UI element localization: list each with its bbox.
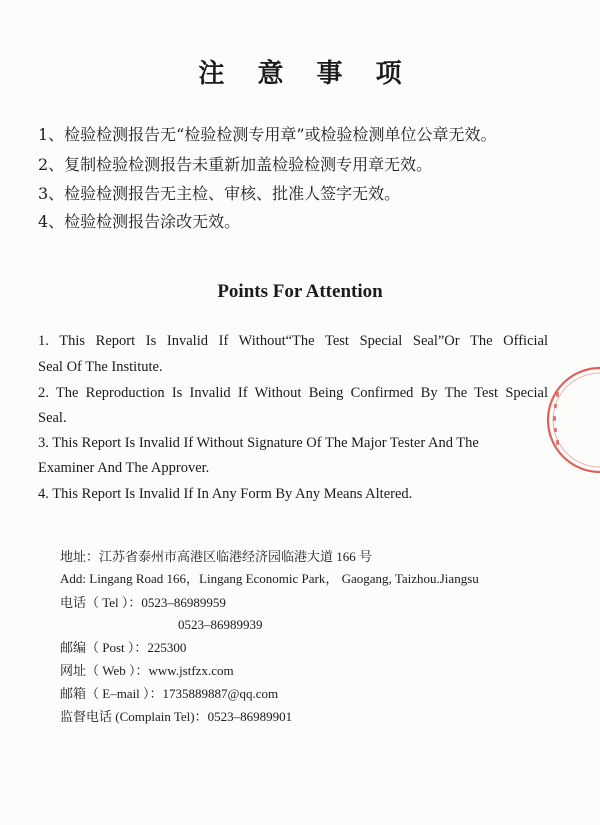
contact-tel: 电话（ Tel ）：0523–86989959 (60, 595, 226, 610)
page-title: 注 意 事 项 (198, 59, 414, 89)
english-heading: Points For Attention (217, 281, 383, 302)
notice-item-cn-4: 4、检验检测报告涂改无效。 (38, 212, 241, 231)
contact-email: 邮箱（ E–mail ）：1735889887@qq.com (60, 686, 279, 701)
notice-item-en-2-line-1: 2. The Reproduction Is Invalid If Without Being Confirmed By The Test Special (38, 385, 548, 401)
contact-address-cn: 地址：江苏省泰州市高港区临港经济园临港大道 166 号 (60, 549, 373, 564)
notice-item-cn-2: 2、复制检验检测报告未重新加盖检验检测专用章无效。 (38, 155, 433, 174)
notice-item-cn-1: 1、检验检测报告无“检验检测专用章”或检验检测单位公章无效。 (38, 125, 497, 144)
notice-item-en-4-line-1: 4. This Report Is Invalid If In Any Form By Any Means Altered. (38, 486, 413, 502)
official-seal-stamp (536, 362, 600, 478)
notice-item-en-3-line-2: Examiner And The Approver. (38, 460, 210, 476)
notice-item-en-1-line-1: 1. This Report Is Invalid If Without“The Test Special Seal”Or The Official (38, 333, 548, 349)
contact-tel-2: 0523–86989939 (178, 617, 263, 632)
contact-post: 邮编（ Post ）：225300 (60, 640, 187, 655)
contact-complain-tel: 监督电话 (Complain Tel)：0523–86989901 (60, 709, 293, 724)
contact-address-en: Add: Lingang Road 166，Lingang Economic Park， Gaogang, Taizhou.Jiangsu (60, 571, 479, 586)
notice-item-cn-3: 3、检验检测报告无主检、审核、批准人签字无效。 (38, 184, 401, 203)
notice-item-en-3-line-1: 3. This Report Is Invalid If Without Signature Of The Major Tester And The (38, 435, 479, 451)
notice-item-en-2-line-2: Seal. (38, 410, 67, 426)
contact-web: 网址（ Web ）：www.jstfzx.com (60, 663, 234, 678)
notice-item-en-1-line-2: Seal Of The Institute. (38, 359, 163, 375)
